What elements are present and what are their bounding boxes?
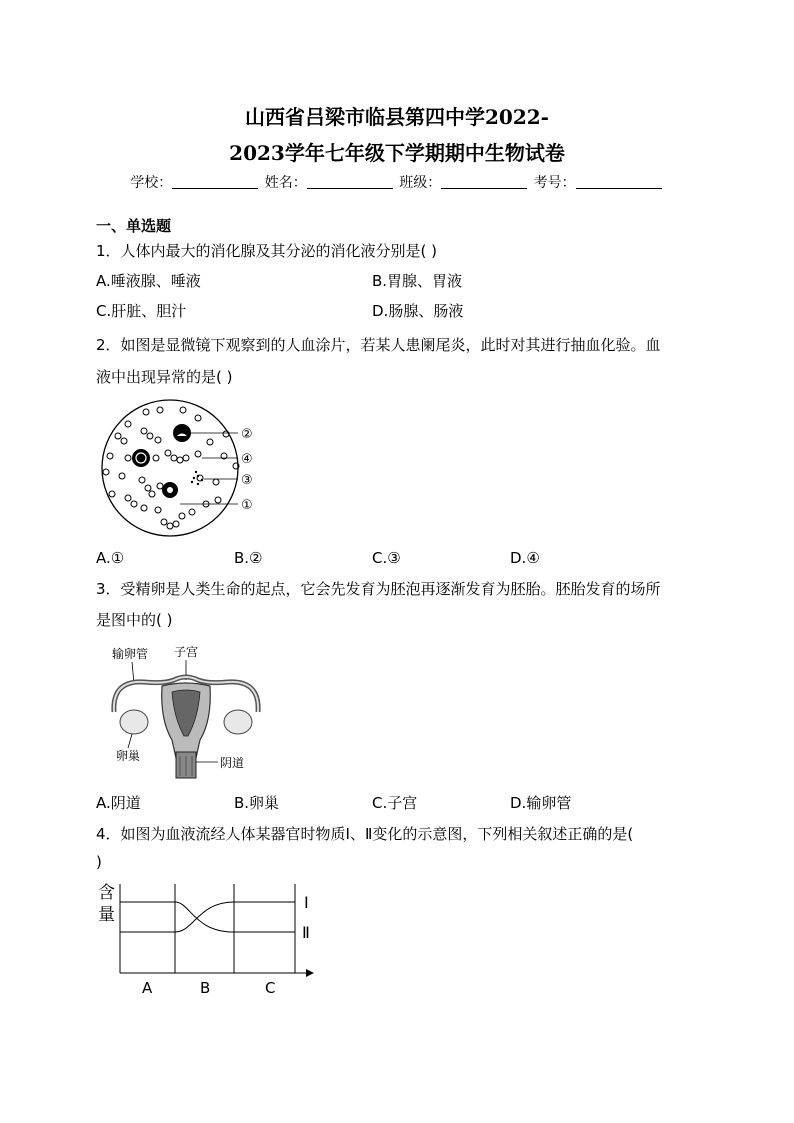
- fig2-label-2: ②: [241, 427, 253, 442]
- q2-option-a[interactable]: A.①: [96, 549, 125, 567]
- q2-option-b[interactable]: B.②: [234, 549, 263, 567]
- fig3-label-uterus: 子宫: [174, 645, 199, 659]
- number-blank[interactable]: [576, 174, 662, 189]
- fig3-label-oviduct: 输卵管: [112, 647, 149, 661]
- fig4-ylabel-1: 含: [98, 883, 115, 903]
- q3-stem-line1: 3．受精卵是人类生命的起点，它会先发育为胚泡再逐渐发育为胚胎。胚胎发育的场所: [96, 580, 661, 598]
- blood-smear-figure: [98, 398, 268, 538]
- title-line-1: 山西省吕梁市临县第四中学2022-: [245, 105, 549, 129]
- q1-stem: 1．人体内最大的消化腺及其分泌的消化液分别是( ): [96, 242, 438, 260]
- name-label: 姓名：: [264, 175, 307, 191]
- section-heading: 一、单选题: [96, 217, 172, 235]
- fig4-series-2: Ⅱ: [302, 923, 310, 942]
- fig4-ylabel-2: 量: [98, 905, 115, 925]
- q3-option-c[interactable]: C.子宫: [372, 794, 418, 812]
- fig4-x-b: B: [200, 979, 211, 997]
- fig2-label-3: ③: [241, 473, 253, 488]
- blood-flow-figure: [94, 880, 324, 1000]
- fig4-x-a: A: [142, 979, 153, 997]
- q2-option-c[interactable]: C.③: [372, 549, 401, 567]
- fig2-label-4: ④: [241, 452, 253, 467]
- fig4-x-c: C: [265, 979, 276, 997]
- q4-stem-line1: 4．如图为血液流经人体某器官时物质Ⅰ、Ⅱ变化的示意图，下列相关叙述正确的是(: [96, 825, 634, 843]
- q4-stem-line2: ): [96, 853, 102, 871]
- number-label: 考号：: [533, 175, 576, 191]
- class-label: 班级：: [399, 175, 442, 191]
- name-blank[interactable]: [307, 174, 393, 189]
- q3-option-d[interactable]: D.输卵管: [510, 794, 572, 812]
- q1-option-c[interactable]: C.肝脏、胆汁: [96, 302, 187, 320]
- school-label: 学校：: [130, 175, 173, 191]
- q3-option-b[interactable]: B.卵巢: [234, 794, 280, 812]
- q2-stem-line1: 2．如图是显微镜下观察到的人血涂片，若某人患阑尾炎，此时对其进行抽血化验。血: [96, 336, 661, 354]
- fig4-series-1: Ⅰ: [304, 893, 309, 912]
- fig2-label-1: ①: [241, 498, 253, 513]
- q1-option-b[interactable]: B.胃腺、胃液: [372, 272, 463, 290]
- title-line-2: 2023学年七年级下学期期中生物试卷: [229, 141, 565, 165]
- q1-option-a[interactable]: A.唾液腺、唾液: [96, 272, 201, 290]
- fig3-label-vagina: 阴道: [220, 756, 245, 770]
- student-info-row: [0, 172, 794, 192]
- reproductive-system-figure: [104, 640, 284, 785]
- q3-stem-line2: 是图中的( ): [96, 611, 173, 629]
- fig3-label-ovary: 卵巢: [116, 749, 141, 763]
- q2-stem-line2: 液中出现异常的是( ): [96, 368, 233, 386]
- q2-option-d[interactable]: D.④: [510, 549, 540, 567]
- q1-option-d[interactable]: D.肠腺、肠液: [372, 302, 464, 320]
- school-blank[interactable]: [172, 174, 258, 189]
- q3-option-a[interactable]: A.阴道: [96, 794, 141, 812]
- class-blank[interactable]: [441, 174, 527, 189]
